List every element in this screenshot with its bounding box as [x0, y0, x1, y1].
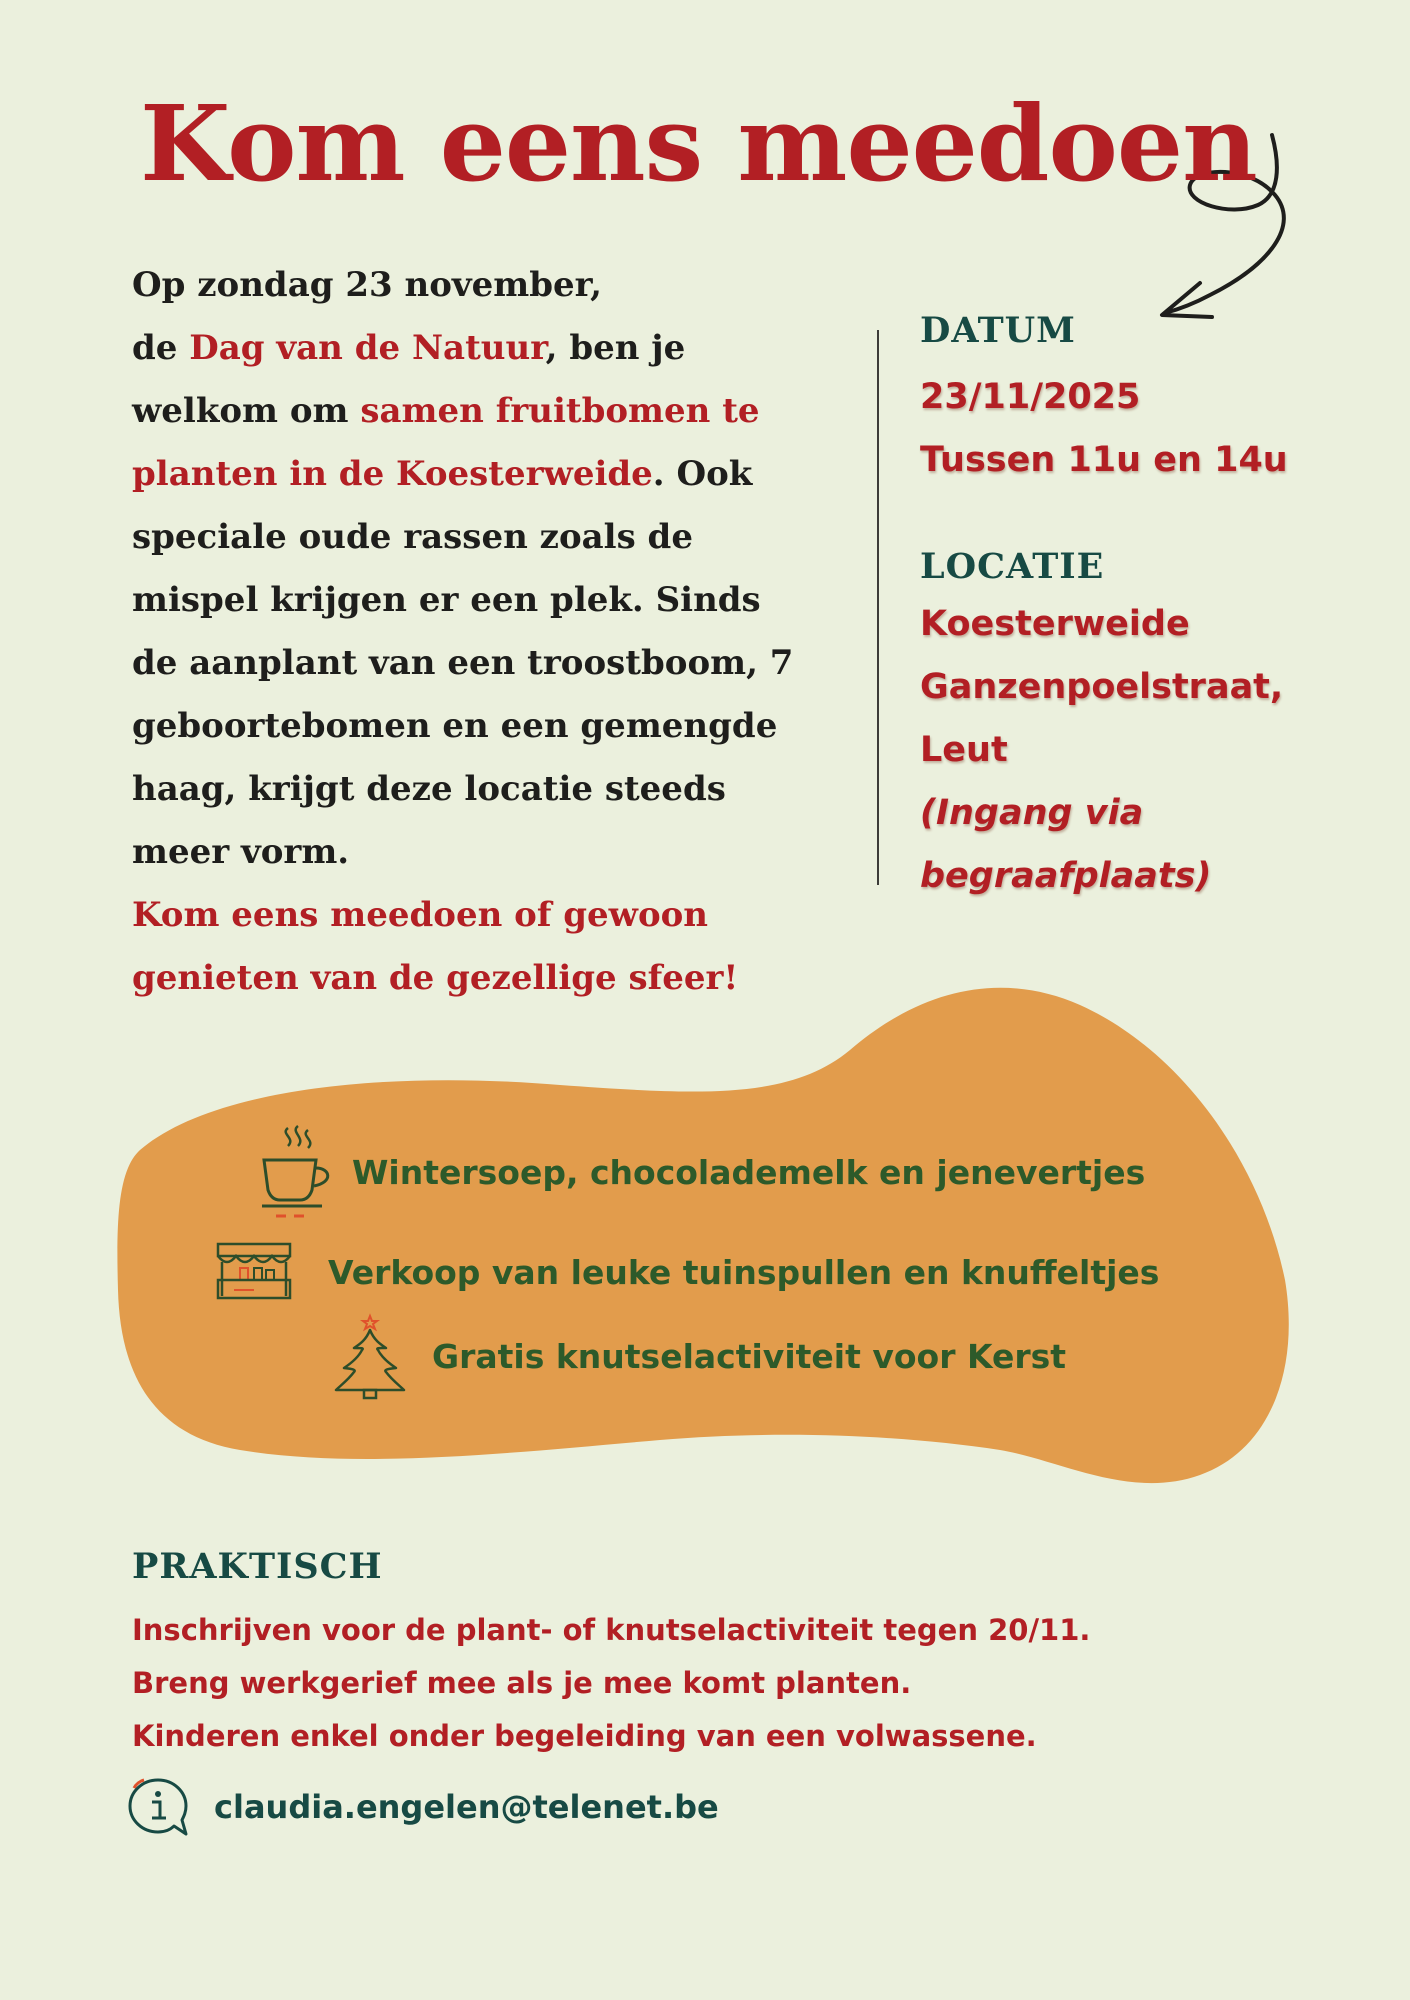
locatie-line3: Leut [920, 730, 1008, 770]
market-stall-icon [214, 1240, 294, 1304]
datum-date: 23/11/2025 [920, 377, 1141, 417]
activity-text: Gratis knutselactiviteit voor Kerst [432, 1336, 1067, 1376]
contact-email[interactable]: claudia.engelen@telenet.be [214, 1788, 719, 1826]
contact-row [124, 1774, 719, 1840]
praktisch-label: PRAKTISCH [132, 1546, 383, 1587]
datum-label: DATUM [920, 310, 1076, 351]
coffee-cup-icon [258, 1124, 338, 1220]
activity-text: Verkoop van leuke tuinspullen en knuffeltjes [328, 1252, 1160, 1292]
intro-highlight-planting: samen fruitbomen te planten in de Koesterweide [132, 391, 760, 494]
activity-row-craft [332, 1312, 1066, 1400]
intro-date-line: Op zondag 23 november, [132, 265, 602, 305]
datum-time: Tussen 11u en 14u [920, 440, 1288, 480]
praktisch-line: Breng werkgerief mee als je mee komt planten. [132, 1666, 912, 1700]
intro-highlight-event: Dag van de Natuur [189, 328, 546, 368]
page-title: Kom eens meedoen [140, 82, 1257, 205]
intro-text-part: . Ook speciale oude rassen zoals de mispel krijgen er een plek. Sinds de aanplant van een troostboom, 7 geboortebomen en een gemengde haag, krijgt deze locatie steeds meer vorm. [132, 454, 794, 872]
christmas-tree-icon [332, 1312, 408, 1400]
activity-text: Wintersoep, chocolademelk en jenevertjes [352, 1152, 1146, 1192]
locatie-label: LOCATIE [920, 546, 1105, 587]
praktisch-line: Kinderen enkel onder begeleiding van een volwassene. [132, 1719, 1037, 1753]
intro-call-to-action: Kom eens meedoen of gewoon genieten van de gezellige sfeer! [132, 895, 739, 998]
locatie-note1: (Ingang via [920, 793, 1144, 833]
locatie-line2: Ganzenpoelstraat, [920, 667, 1284, 707]
locatie-note2: begraafplaats) [920, 856, 1212, 896]
intro-text-part: de [132, 328, 190, 368]
activity-row-food [258, 1124, 1145, 1220]
activity-row-sale [214, 1240, 1159, 1304]
info-icon [124, 1774, 194, 1840]
praktisch-line: Inschrijven voor de plant- of knutselactiviteit tegen 20/11. [132, 1613, 1091, 1647]
locatie-line1: Koesterweide [920, 604, 1190, 644]
intro-text-part: , ben je welkom om [132, 328, 686, 431]
praktisch-lines [132, 1604, 1090, 1763]
